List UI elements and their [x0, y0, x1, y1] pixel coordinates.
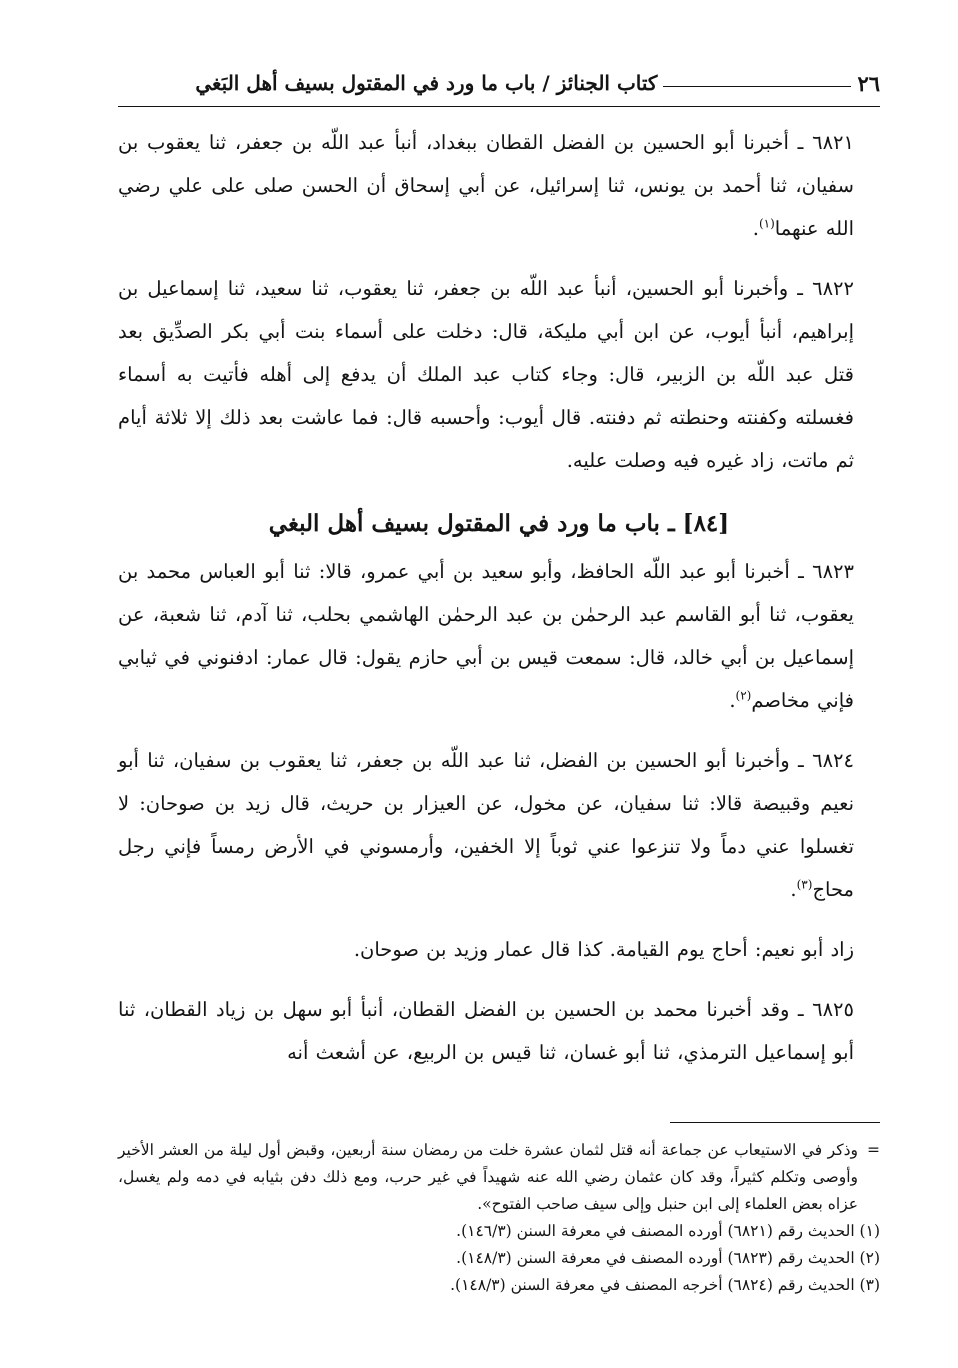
footnote-3: (٣) الحديث رقم (٦٨٢٤) أخرجه المصنف في معرفة السنن (١٤٨/٣). — [450, 1276, 880, 1294]
footnote-ref: (٢) — [735, 688, 752, 703]
hadith-number: ٦٨٢٣ — [812, 560, 854, 583]
hadith-6825 — [118, 988, 880, 1074]
footnote-1: (١) الحديث رقم (٦٨٢١) أورده المصنف في معرفة السنن (١٤٦/٣). — [456, 1222, 880, 1240]
continuation-mark: = — [867, 1141, 880, 1159]
hadith-6824 — [118, 739, 880, 911]
hadith-number: ٦٨٢٥ — [812, 998, 854, 1021]
footnote-2: (٢) الحديث رقم (٦٨٢٣) أورده المصنف في معرفة السنن (١٤٨/٣). — [456, 1249, 880, 1267]
header-rule — [663, 86, 851, 87]
hadith-end: . — [752, 217, 759, 240]
hadith-6823 — [118, 550, 880, 722]
hadith-text: ـ أخبرنا أبو الحسين بن الفضل القطان ببغداد، أنبأ عبد اللّه بن جعفر، ثنا يعقوب بن سفيان، ثنا أحمد بن يونس، ثنا إسرائيل، عن أبي إسحاق أن الحسن صلى على علي رضي الله عنهما — [118, 131, 854, 240]
footnotes — [118, 1137, 880, 1299]
hadith-number: ٦٨٢٤ — [812, 749, 854, 772]
header-underline — [118, 106, 880, 107]
running-title: كتاب الجنائز / باب ما ورد في المقتول بسيف أهل البَغي — [195, 71, 658, 95]
hadith-end: . — [729, 689, 736, 712]
book-page — [118, 62, 880, 1312]
hadith-text: ـ وأخبرنا أبو الحسين، أنبأ عبد اللّه بن جعفر، ثنا يعقوب، ثنا سعيد، ثنا إسماعيل بن إبراهيم، أنبأ أيوب، عن ابن أبي مليكة، قال: دخلت على أسماء بنت أبي بكر الصدِّيق بعد قتل عبد اللّه بن الزبير، قال: وجاء كتاب عبد الملك أن يدفع إلى أهله فأتيت به أسماء فغسلته وكفنته وحنطته ثم دفنته. قال أيوب: وأحسبه قال: فما عاشت بعد ذلك إلا ثلاثة أيام ثم ماتت، زاد غيره فيه وصلت عليه. — [118, 277, 854, 472]
addition-note: زاد أبو نعيم: أحاج يوم القيامة. كذا قال عمار وزيد بن صوحان. — [353, 938, 854, 961]
hadith-text: ـ وأخبرنا أبو الحسين بن الفضل، ثنا عبد اللّه بن جعفر، ثنا يعقوب بن سفيان، ثنا أبو نعيم وقبيصة قالا: ثنا سفيان، عن مخول، عن العيزار بن حريث، قال زيد بن صوحان: لا تغسلوا عني دماً ولا تنزعوا عني ثوباً إلا الخفين، وأرمسوني في الأرض رمساً فإني رجل محاج — [118, 749, 854, 901]
footnote-separator — [670, 1122, 880, 1123]
hadith-number: ٦٨٢٢ — [812, 277, 854, 300]
footnote-ref: (١) — [758, 216, 775, 231]
footnote-ref: (٣) — [796, 877, 813, 892]
footnote-continuation — [118, 1137, 880, 1218]
hadith-number: ٦٨٢١ — [812, 131, 854, 154]
hadith-text: ـ أخبرنا أبو عبد اللّه الحافظ، وأبو سعيد بن أبي عمرو، قالا: ثنا أبو العباس محمد بن يعقوب، ثنا أبو القاسم عبد الرحمٰن بن عبد الرحمٰن الهاشمي بحلب، ثنا آدم، ثنا شعبة، عن إسماعيل بن أبي خالد، قال: سمعت قيس بن أبي حازم يقول: قال عمار: ادفنوني في ثيابي فإني مخاصم — [118, 560, 854, 712]
hadith-6821 — [118, 121, 880, 250]
page-number: ٢٦ — [857, 70, 880, 96]
hadith-text: ـ وقد أخبرنا محمد بن الحسين بن الفضل القطان، أنبأ أبو سهل بن زياد القطان، ثنا أبو إسماعيل الترمذي، ثنا أبو غسان، ثنا قيس بن الربيع، عن أشعث أنه — [118, 998, 854, 1064]
hadith-6822 — [118, 267, 880, 482]
running-header — [118, 62, 880, 104]
section-title: [٨٤] ـ باب ما ورد في المقتول بسيف أهل البغي — [268, 510, 730, 537]
continuation-text: وذكر في الاستيعاب عن جماعة أنه قتل لثمان عشرة خلت من رمضان سنة أربعين، وقبض أول ليلة من العشر الأخير وأوصى وتكلم كثيراً، وقد كان عثمان رضي الله عنه شهيداً في غير حرب، ومع ذلك دفن بثيابه في دمه ولم يغسل، عزاه بعض العلماء إلى ابن حنبل وإلى سيف صاحب الفتوح». — [118, 1141, 858, 1213]
hadith-end: . — [790, 878, 797, 901]
